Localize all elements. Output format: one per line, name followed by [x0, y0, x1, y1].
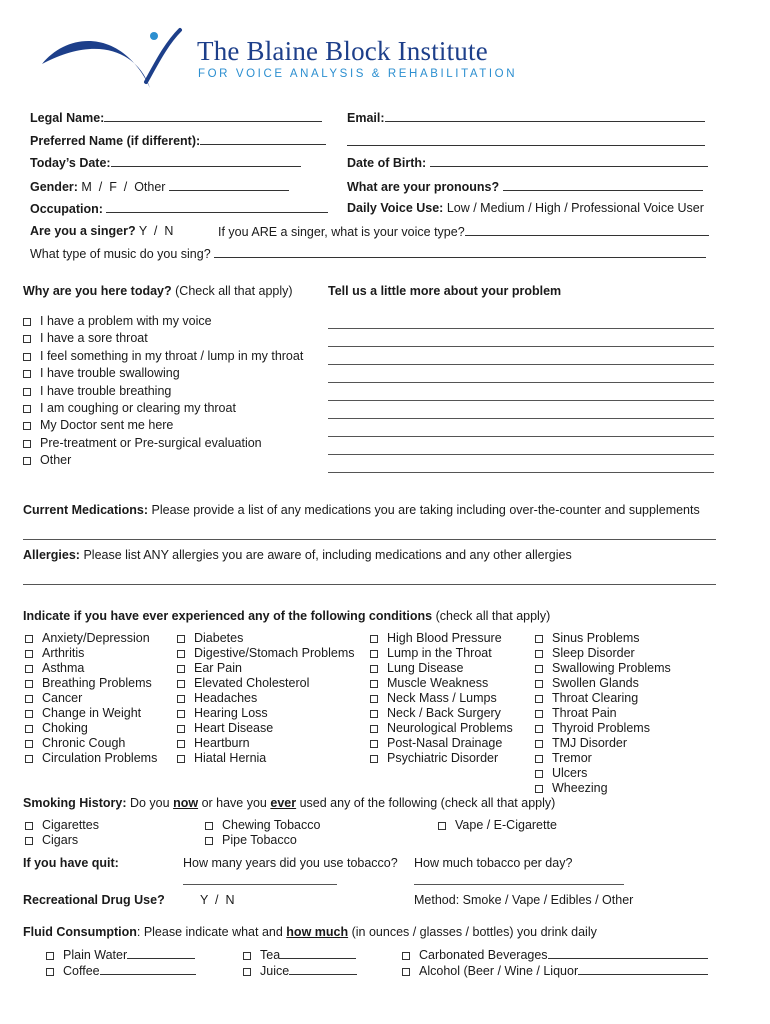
list-item[interactable]: Cancer	[25, 691, 157, 706]
list-item[interactable]: Wheezing	[535, 781, 671, 796]
music-type-label: What type of music do you sing?	[30, 247, 211, 261]
smoking-heading: Smoking History: Do you now or have you ever used any of the following (check all that apply)	[23, 796, 556, 810]
checkbox[interactable]	[177, 635, 185, 643]
tell-more-heading: Tell us a little more about your problem	[328, 284, 562, 298]
years-line[interactable]	[183, 873, 337, 885]
preferred-name-line[interactable]	[200, 133, 326, 145]
conditions-col-4	[535, 631, 671, 796]
gender-line[interactable]	[169, 179, 289, 191]
list-item[interactable]: Lung Disease	[370, 661, 513, 676]
checkbox[interactable]	[370, 635, 378, 643]
checkbox[interactable]	[243, 968, 251, 976]
list-item[interactable]: Swallowing Problems	[535, 661, 671, 676]
singer-label: Are you a singer?	[30, 224, 136, 238]
preferred-name-field[interactable]	[30, 133, 326, 149]
list-item[interactable]: Hiatal Hernia	[177, 751, 354, 766]
list-item[interactable]: My Doctor sent me here	[23, 417, 303, 434]
pronouns-line[interactable]	[503, 179, 703, 191]
email-line-2[interactable]	[347, 133, 705, 151]
checkbox[interactable]	[25, 650, 33, 658]
checkbox[interactable]	[177, 710, 185, 718]
list-item[interactable]: Thyroid Problems	[535, 721, 671, 736]
list-item[interactable]: Circulation Problems	[25, 751, 157, 766]
fluid-col-2	[243, 947, 357, 979]
list-item[interactable]: Neck Mass / Lumps	[370, 691, 513, 706]
checkbox[interactable]	[370, 650, 378, 658]
logo-swoosh-icon	[38, 24, 188, 96]
conditions-col-3	[370, 631, 513, 766]
fluid-col-1	[46, 947, 196, 979]
singer-options[interactable]: Y / N	[138, 224, 174, 238]
list-item[interactable]: I feel something in my throat / lump in my throat	[23, 348, 303, 365]
list-item[interactable]: Pipe Tobacco	[205, 833, 320, 848]
occupation-field[interactable]	[30, 201, 328, 217]
checkbox[interactable]	[23, 370, 31, 378]
checkbox[interactable]	[205, 822, 213, 830]
list-item[interactable]: Coffee	[46, 963, 196, 979]
checkbox[interactable]	[535, 785, 543, 793]
tell-more-lines[interactable]	[328, 312, 714, 473]
checkbox[interactable]	[25, 837, 33, 845]
list-item[interactable]: Heart Disease	[177, 721, 354, 736]
daily-voice-options[interactable]: Low / Medium / High / Professional Voice User	[446, 201, 704, 215]
list-item[interactable]: Carbonated Beverages	[402, 947, 708, 963]
allergies-prompt: Allergies: Please list ANY allergies you are aware of, including medications and any other allergies	[23, 548, 572, 562]
list-item[interactable]: Vape / E-Cigarette	[438, 818, 557, 833]
checkbox[interactable]	[25, 695, 33, 703]
daily-voice-field[interactable]	[347, 201, 704, 216]
gender-field[interactable]	[30, 179, 289, 195]
list-item[interactable]: I have a sore throat	[23, 330, 303, 347]
list-item[interactable]: Juice	[243, 963, 357, 979]
list-item[interactable]: High Blood Pressure	[370, 631, 513, 646]
checkbox[interactable]	[535, 725, 543, 733]
checkbox[interactable]	[535, 650, 543, 658]
list-item[interactable]: Sinus Problems	[535, 631, 671, 646]
daily-voice-label: Daily Voice Use:	[347, 201, 444, 215]
logo-subtitle: FOR VOICE ANALYSIS & REHABILITATION	[198, 68, 518, 80]
dob-line[interactable]	[430, 155, 708, 167]
list-item[interactable]: Lump in the Throat	[370, 646, 513, 661]
smoking-col-1	[25, 818, 99, 848]
checkbox[interactable]	[177, 665, 185, 673]
checkbox[interactable]	[25, 680, 33, 688]
voice-type-field[interactable]	[218, 224, 709, 240]
checkbox[interactable]	[23, 335, 31, 343]
list-item[interactable]: Diabetes	[177, 631, 354, 646]
checkbox[interactable]	[535, 740, 543, 748]
pronouns-label: What are your pronouns?	[347, 180, 500, 194]
drug-method[interactable]: Method: Smoke / Vape / Edibles / Other	[414, 893, 634, 907]
email-label: Email:	[347, 111, 385, 125]
checkbox[interactable]	[205, 837, 213, 845]
list-item[interactable]: Digestive/Stomach Problems	[177, 646, 354, 661]
legal-name-line[interactable]	[104, 110, 322, 122]
list-item[interactable]: Choking	[25, 721, 157, 736]
occupation-line[interactable]	[106, 201, 328, 213]
singer-field[interactable]	[30, 224, 173, 239]
list-item[interactable]: Throat Pain	[535, 706, 671, 721]
checkbox[interactable]	[535, 695, 543, 703]
checkbox[interactable]	[535, 770, 543, 778]
list-item[interactable]: Chronic Cough	[25, 736, 157, 751]
checkbox[interactable]	[25, 635, 33, 643]
list-item[interactable]: TMJ Disorder	[535, 736, 671, 751]
checkbox[interactable]	[177, 740, 185, 748]
years-question: How many years did you use tobacco?	[183, 856, 398, 870]
checkbox[interactable]	[25, 755, 33, 763]
conditions-heading: Indicate if you have ever experienced any of the following conditions (check all that apply)	[23, 609, 551, 623]
checkbox[interactable]	[23, 422, 31, 430]
list-item[interactable]: Sleep Disorder	[535, 646, 671, 661]
per-day-question: How much tobacco per day?	[414, 856, 573, 870]
checkbox[interactable]	[402, 968, 410, 976]
fluid-col-3	[402, 947, 708, 979]
checkbox[interactable]	[46, 952, 54, 960]
smoking-col-2	[205, 818, 320, 848]
list-item[interactable]: Neck / Back Surgery	[370, 706, 513, 721]
preferred-name-label: Preferred Name (if different):	[30, 134, 201, 148]
list-item[interactable]: Ulcers	[535, 766, 671, 781]
medications-line[interactable]	[23, 527, 716, 540]
why-here-heading: Why are you here today? (Check all that apply)	[23, 284, 293, 298]
list-item[interactable]: Elevated Cholesterol	[177, 676, 354, 691]
list-item[interactable]: Plain Water	[46, 947, 196, 963]
voice-type-line[interactable]	[465, 224, 709, 236]
logo-title: The Blaine Block Institute	[197, 36, 488, 66]
list-item[interactable]: Asthma	[25, 661, 157, 676]
music-type-field[interactable]	[30, 246, 706, 262]
checkbox[interactable]	[25, 725, 33, 733]
checkbox[interactable]	[370, 725, 378, 733]
checkbox[interactable]	[177, 695, 185, 703]
list-item[interactable]: Neurological Problems	[370, 721, 513, 736]
list-item[interactable]: Heartburn	[177, 736, 354, 751]
list-item[interactable]: Cigars	[25, 833, 99, 848]
checkbox[interactable]	[46, 968, 54, 976]
list-item[interactable]: Anxiety/Depression	[25, 631, 157, 646]
checkbox[interactable]	[25, 740, 33, 748]
medications-prompt: Current Medications: Please provide a list of any medications you are taking including over-the-counter and supplements	[23, 503, 700, 517]
checkbox[interactable]	[370, 710, 378, 718]
checkbox[interactable]	[23, 457, 31, 465]
checkbox[interactable]	[370, 740, 378, 748]
legal-name-label: Legal Name:	[30, 111, 105, 125]
checkbox[interactable]	[535, 680, 543, 688]
checkbox[interactable]	[23, 405, 31, 413]
legal-name-field[interactable]	[30, 110, 322, 126]
list-item[interactable]: Swollen Glands	[535, 676, 671, 691]
occupation-label: Occupation:	[30, 202, 103, 216]
quit-label: If you have quit:	[23, 856, 119, 870]
why-here-list	[23, 313, 303, 470]
checkbox[interactable]	[23, 353, 31, 361]
drug-use-options[interactable]: Y / N	[200, 893, 235, 907]
conditions-col-1	[25, 631, 157, 766]
list-item[interactable]: Psychiatric Disorder	[370, 751, 513, 766]
conditions-col-2	[177, 631, 354, 766]
checkbox[interactable]	[535, 665, 543, 673]
checkbox[interactable]	[25, 822, 33, 830]
list-item[interactable]: Headaches	[177, 691, 354, 706]
per-day-line[interactable]	[414, 873, 624, 885]
checkbox[interactable]	[177, 680, 185, 688]
todays-date-field[interactable]	[30, 155, 301, 171]
email-line[interactable]	[385, 110, 705, 122]
list-item[interactable]: Post-Nasal Drainage	[370, 736, 513, 751]
checkbox[interactable]	[535, 635, 543, 643]
allergies-line[interactable]	[23, 572, 716, 585]
gender-label: Gender:	[30, 180, 78, 194]
todays-date-line[interactable]	[111, 155, 301, 167]
list-item[interactable]: Cigarettes	[25, 818, 99, 833]
checkbox[interactable]	[370, 755, 378, 763]
checkbox[interactable]	[370, 665, 378, 673]
checkbox[interactable]	[23, 318, 31, 326]
checkbox[interactable]	[535, 710, 543, 718]
checkbox[interactable]	[535, 755, 543, 763]
checkbox[interactable]	[370, 695, 378, 703]
list-item[interactable]: Other	[23, 452, 303, 469]
checkbox[interactable]	[177, 755, 185, 763]
list-item[interactable]: I have a problem with my voice	[23, 313, 303, 330]
list-item[interactable]: Hearing Loss	[177, 706, 354, 721]
checkbox[interactable]	[23, 440, 31, 448]
dob-label: Date of Birth:	[347, 156, 427, 170]
list-item[interactable]: I have trouble breathing	[23, 383, 303, 400]
list-item[interactable]: Arthritis	[25, 646, 157, 661]
checkbox[interactable]	[23, 388, 31, 396]
list-item[interactable]: Pre-treatment or Pre-surgical evaluation	[23, 435, 303, 452]
checkbox[interactable]	[402, 952, 410, 960]
list-item[interactable]: Muscle Weakness	[370, 676, 513, 691]
list-item[interactable]: Tea	[243, 947, 357, 963]
checkbox[interactable]	[177, 725, 185, 733]
list-item[interactable]: Alcohol (Beer / Wine / Liquor	[402, 963, 708, 979]
voice-type-label: If you ARE a singer, what is your voice type?	[218, 225, 465, 239]
checkbox[interactable]	[370, 680, 378, 688]
list-item[interactable]: Tremor	[535, 751, 671, 766]
list-item[interactable]: Breathing Problems	[25, 676, 157, 691]
checkbox[interactable]	[177, 650, 185, 658]
list-item[interactable]: I am coughing or clearing my throat	[23, 400, 303, 417]
dob-field[interactable]	[347, 155, 708, 171]
checkbox[interactable]	[25, 665, 33, 673]
checkbox[interactable]	[438, 822, 446, 830]
list-item[interactable]: Throat Clearing	[535, 691, 671, 706]
checkbox[interactable]	[25, 710, 33, 718]
fluid-heading: Fluid Consumption: Please indicate what and how much (in ounces / glasses / bottles) you drink daily	[23, 925, 597, 939]
list-item[interactable]: Change in Weight	[25, 706, 157, 721]
todays-date-label: Today’s Date:	[30, 156, 111, 170]
music-type-line[interactable]	[214, 246, 706, 258]
smoking-col-3	[438, 818, 557, 833]
list-item[interactable]: Ear Pain	[177, 661, 354, 676]
drug-use-label: Recreational Drug Use?	[23, 893, 165, 907]
checkbox[interactable]	[243, 952, 251, 960]
email-field[interactable]	[347, 110, 705, 126]
pronouns-field[interactable]	[347, 179, 703, 195]
list-item[interactable]: Chewing Tobacco	[205, 818, 320, 833]
gender-options[interactable]: M / F / Other	[81, 180, 166, 194]
list-item[interactable]: I have trouble swallowing	[23, 365, 303, 382]
